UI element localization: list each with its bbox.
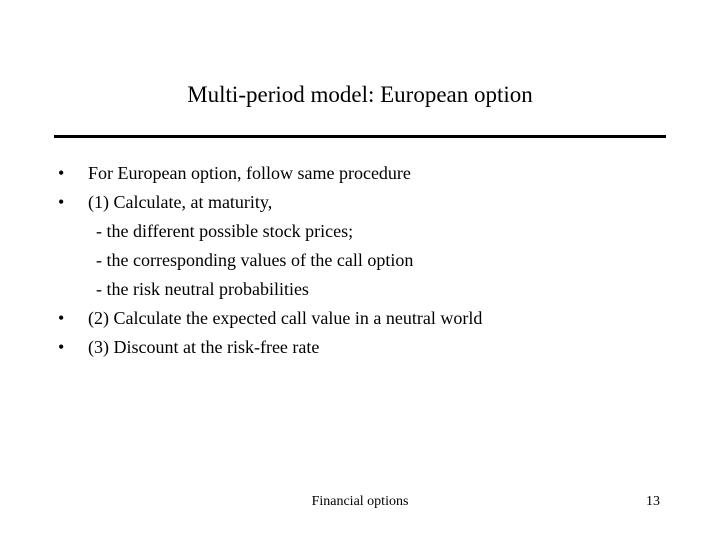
sub-item-text: - the risk neutral probabilities <box>96 279 309 299</box>
bullet-text: For European option, follow same procedure <box>88 163 411 183</box>
sub-item <box>58 275 678 304</box>
bullet-marker: • <box>58 192 65 212</box>
bullet-marker: • <box>58 337 65 357</box>
bullet-item <box>58 159 678 188</box>
bullet-marker: • <box>58 308 65 328</box>
slide-title: Multi-period model: European option <box>187 82 533 107</box>
sub-item-text: - the different possible stock prices; <box>96 221 354 241</box>
title-divider <box>54 135 666 138</box>
sub-item <box>58 217 678 246</box>
bullet-item <box>58 333 678 362</box>
bullet-item <box>58 188 678 217</box>
slide-body <box>58 159 678 362</box>
sub-item <box>58 246 678 275</box>
bullet-item <box>58 304 678 333</box>
footer-title: Financial options <box>311 494 409 509</box>
bullet-text: (1) Calculate, at maturity, <box>88 192 273 212</box>
bullet-marker: • <box>58 163 65 183</box>
sub-item-text: - the corresponding values of the call option <box>96 250 414 270</box>
bullet-text: (2) Calculate the expected call value in a neutral world <box>88 308 483 328</box>
page-number: 13 <box>646 494 660 509</box>
bullet-text: (3) Discount at the risk-free rate <box>88 337 320 357</box>
